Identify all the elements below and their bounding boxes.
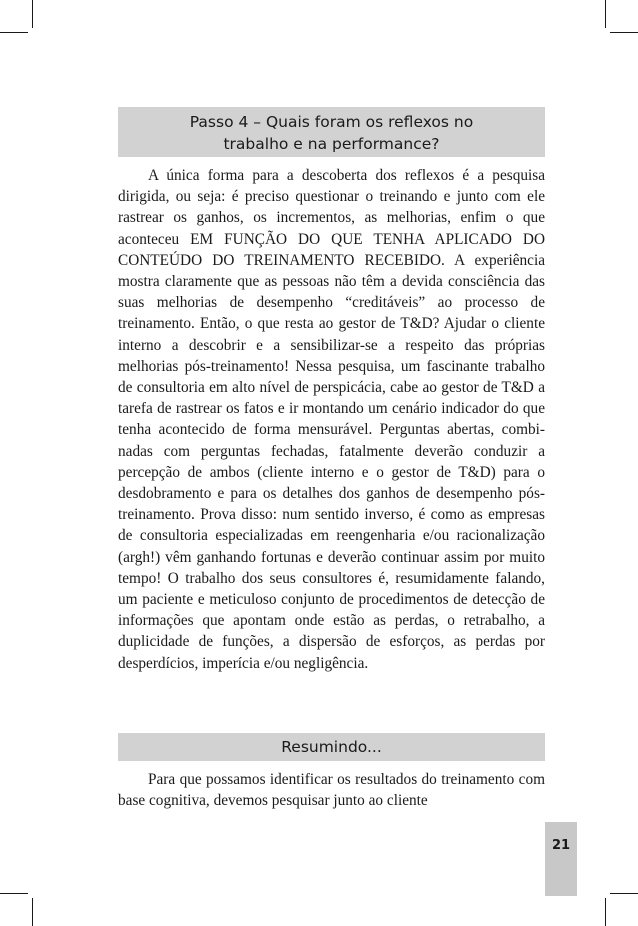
crop-mark — [0, 32, 28, 33]
crop-mark — [605, 898, 606, 926]
heading-step4-text: Passo 4 – Quais foram os reflexos no trabalho e na performance? — [189, 113, 474, 153]
section-heading-summary — [118, 733, 545, 761]
page-number-tab — [545, 822, 577, 896]
crop-mark — [610, 32, 638, 33]
crop-mark — [32, 0, 33, 28]
crop-mark — [32, 898, 33, 926]
paragraph-summary: Para que possamos identificar os resultados do treinamento com base cognitiva, devemos pesquisar junto ao cliente — [118, 771, 545, 810]
body-text-main — [118, 165, 545, 674]
crop-mark — [0, 893, 28, 894]
heading-summary-text: Resumindo... — [281, 738, 382, 756]
paragraph-reflexos: A única forma para a descoberta dos reflexos é a pesquisa dirigida, ou seja: é preciso questionar o treinando e junto com ele rastrear os ganhos, os incrementos, as melhorias, enfim o que aconteceu EM FUNÇÃO DO QUE TENHA APLICADO DO CONTEÚDO DO TREINAMENTO RECEBIDO. A experiência mostra claramente que as pessoas não têm a devida consciência das suas melhorias de desempenho “creditáveis” ao processo de treinamento. Então, o que resta ao gestor de T&D? Ajudar o cliente interno a descobrir e a sensibilizar-se a respeito das próprias melhorias pós-treinamento! Nessa pesquisa, um fascinante trabalho de consultoria em alto nível de perspicácia, cabe ao gestor de T&D a tarefa de rastrear os fatos e ir montando um cenário indicador do que tenha acontecido de forma mensurável. Perguntas abertas, combinadas com perguntas fechadas, fatalmente deverão conduzir a percepção de ambos (cliente interno e o gestor de T&D) para o desdobramento e para os detalhes dos ganhos de desempenho pós-treinamento. Prova disso: num sentido inverso, é como as empresas de consultoria especializadas em reengenharia e/ou racionalização (argh!) vêm ganhando fortunas e deverão continuar assim por muito tempo! O trabalho dos seus consultores é, resumidamente falando, um paciente e meticuloso conjunto de procedimentos de detecção de informações que apontam onde estão as perdas, o retrabalho, a duplicidade de funções, a dispersão de esforços, as perdas por desperdícios, imperícia e/ou negligência. — [118, 167, 545, 672]
crop-mark — [610, 893, 638, 894]
body-text-summary — [118, 769, 545, 811]
page-number: 21 — [551, 838, 571, 853]
crop-mark — [605, 0, 606, 28]
section-heading-step4 — [118, 107, 545, 157]
